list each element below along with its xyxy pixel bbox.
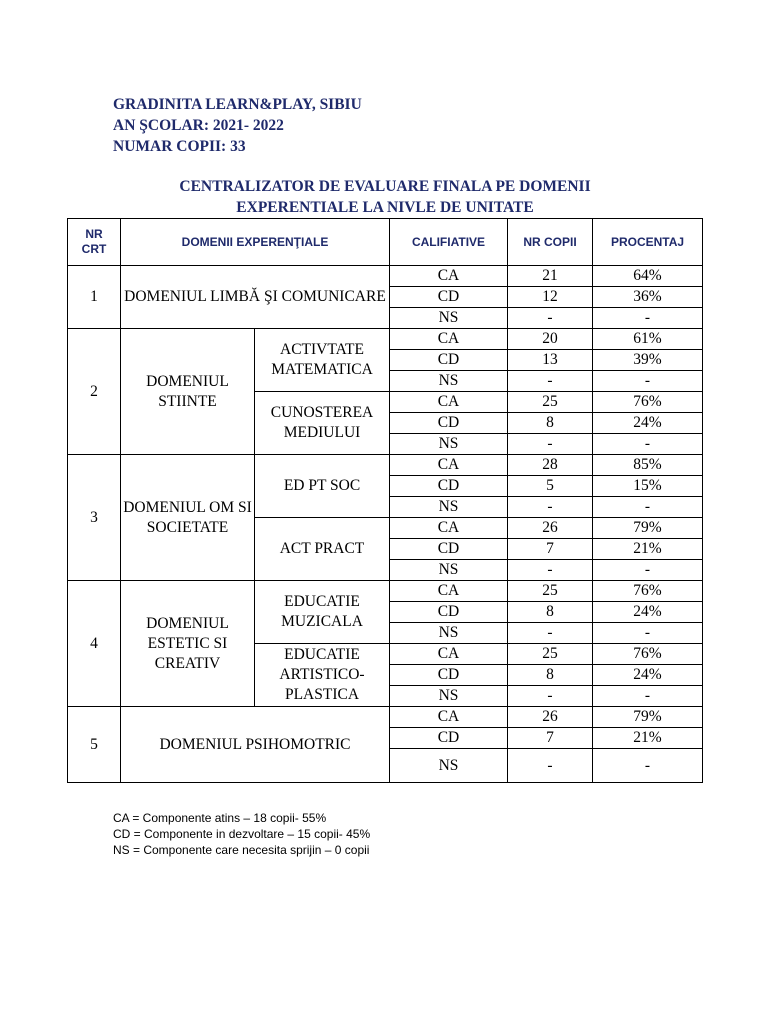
procentaj-cell: - <box>593 497 703 518</box>
procentaj-cell: 79% <box>593 518 703 539</box>
calificativ-cell: CD <box>390 413 508 434</box>
nr-copii-cell: 8 <box>508 665 593 686</box>
header-procentaj: PROCENTAJ <box>593 219 703 266</box>
calificativ-cell: NS <box>390 749 508 783</box>
calificativ-cell: NS <box>390 434 508 455</box>
title-line-2: EXPERENTIALE LA NIVLE DE UNITATE <box>236 199 534 216</box>
procentaj-cell: 21% <box>593 539 703 560</box>
procentaj-cell: 24% <box>593 413 703 434</box>
nr-copii-cell: - <box>508 749 593 783</box>
calificativ-cell: NS <box>390 308 508 329</box>
calificativ-cell: CD <box>390 287 508 308</box>
procentaj-cell: 39% <box>593 350 703 371</box>
procentaj-cell: - <box>593 749 703 783</box>
nr-copii-cell: 21 <box>508 266 593 287</box>
procentaj-cell: 21% <box>593 728 703 749</box>
nr-copii-cell: 25 <box>508 581 593 602</box>
calificativ-cell: NS <box>390 560 508 581</box>
document-title <box>68 176 702 218</box>
legend-ns: NS = Componente care necesita sprijin – 0 copii <box>113 843 370 857</box>
subdomain-name: ED PT SOC <box>255 455 390 518</box>
table-row <box>68 581 703 602</box>
calificativ-cell: CD <box>390 476 508 497</box>
domain-number: 1 <box>68 266 121 329</box>
subdomain-name: EDUCATIE MUZICALA <box>255 581 390 644</box>
procentaj-cell: 76% <box>593 392 703 413</box>
domain-name: DOMENIUL STIINTE <box>121 329 255 455</box>
header-domenii: DOMENII EXPERENŢIALE <box>121 219 390 266</box>
calificativ-cell: CD <box>390 602 508 623</box>
nr-copii-cell: 5 <box>508 476 593 497</box>
procentaj-cell: - <box>593 371 703 392</box>
nr-copii-cell: - <box>508 497 593 518</box>
procentaj-cell: 15% <box>593 476 703 497</box>
header-calificative: CALIFIATIVE <box>390 219 508 266</box>
calificativ-cell: CA <box>390 707 508 728</box>
procentaj-cell: 24% <box>593 602 703 623</box>
nr-copii-cell: 28 <box>508 455 593 476</box>
procentaj-cell: - <box>593 623 703 644</box>
procentaj-cell: 76% <box>593 581 703 602</box>
procentaj-cell: 36% <box>593 287 703 308</box>
table-row <box>68 707 703 728</box>
calificativ-cell: CA <box>390 455 508 476</box>
calificativ-cell: CD <box>390 539 508 560</box>
calificativ-cell: CA <box>390 266 508 287</box>
nr-copii-cell: - <box>508 560 593 581</box>
nr-copii-cell: 8 <box>508 413 593 434</box>
subdomain-name: ACTIVTATE MATEMATICA <box>255 329 390 392</box>
procentaj-cell: 61% <box>593 329 703 350</box>
calificativ-cell: NS <box>390 623 508 644</box>
legend-cd: CD = Componente in dezvoltare – 15 copii- 45% <box>113 827 371 841</box>
subdomain-name: ACT PRACT <box>255 518 390 581</box>
procentaj-cell: - <box>593 686 703 707</box>
children-count: NUMAR COPII: 33 <box>113 138 246 155</box>
table-row <box>68 455 703 476</box>
table-row <box>68 266 703 287</box>
procentaj-cell: 64% <box>593 266 703 287</box>
domain-name: DOMENIUL LIMBĂ ŞI COMUNICARE <box>121 266 390 329</box>
header-nr-copii: NR COPII <box>508 219 593 266</box>
header-nr-crt: NR CRT <box>68 219 121 266</box>
nr-copii-cell: 8 <box>508 602 593 623</box>
school-name: GRADINITA LEARN&PLAY, SIBIU <box>113 96 362 113</box>
procentaj-cell: - <box>593 434 703 455</box>
procentaj-cell: 79% <box>593 707 703 728</box>
nr-copii-cell: 13 <box>508 350 593 371</box>
nr-copii-cell: 12 <box>508 287 593 308</box>
procentaj-cell: 76% <box>593 644 703 665</box>
domain-name: DOMENIUL OM SI SOCIETATE <box>121 455 255 581</box>
nr-copii-cell: 20 <box>508 329 593 350</box>
calificativ-cell: CD <box>390 350 508 371</box>
calificativ-cell: CA <box>390 329 508 350</box>
calificativ-cell: NS <box>390 497 508 518</box>
legend <box>113 810 370 858</box>
nr-copii-cell: 25 <box>508 644 593 665</box>
school-header <box>113 94 362 157</box>
nr-copii-cell: - <box>508 371 593 392</box>
domain-number: 5 <box>68 707 121 783</box>
calificativ-cell: CA <box>390 644 508 665</box>
nr-copii-cell: 25 <box>508 392 593 413</box>
nr-copii-cell: - <box>508 308 593 329</box>
procentaj-cell: - <box>593 308 703 329</box>
domain-number: 2 <box>68 329 121 455</box>
subdomain-name: EDUCATIE ARTISTICO-PLASTICA <box>255 644 390 707</box>
nr-copii-cell: - <box>508 434 593 455</box>
evaluation-table <box>67 218 703 783</box>
table-row <box>68 329 703 350</box>
nr-copii-cell: 7 <box>508 728 593 749</box>
school-year: AN ŞCOLAR: 2021- 2022 <box>113 117 284 134</box>
calificativ-cell: NS <box>390 686 508 707</box>
procentaj-cell: 24% <box>593 665 703 686</box>
table-body <box>68 266 703 783</box>
calificativ-cell: CA <box>390 392 508 413</box>
nr-copii-cell: 26 <box>508 518 593 539</box>
calificativ-cell: CA <box>390 518 508 539</box>
table-header-row <box>68 219 703 266</box>
nr-copii-cell: - <box>508 623 593 644</box>
domain-name: DOMENIUL ESTETIC SI CREATIV <box>121 581 255 707</box>
legend-ca: CA = Componente atins – 18 copii- 55% <box>113 811 327 825</box>
domain-number: 3 <box>68 455 121 581</box>
title-line-1: CENTRALIZATOR DE EVALUARE FINALA PE DOMENII <box>179 178 591 195</box>
calificativ-cell: CD <box>390 728 508 749</box>
calificativ-cell: CD <box>390 665 508 686</box>
calificativ-cell: NS <box>390 371 508 392</box>
procentaj-cell: - <box>593 560 703 581</box>
nr-copii-cell: - <box>508 686 593 707</box>
domain-name: DOMENIUL PSIHOMOTRIC <box>121 707 390 783</box>
subdomain-name: CUNOSTEREA MEDIULUI <box>255 392 390 455</box>
domain-number: 4 <box>68 581 121 707</box>
nr-copii-cell: 7 <box>508 539 593 560</box>
calificativ-cell: CA <box>390 581 508 602</box>
nr-copii-cell: 26 <box>508 707 593 728</box>
procentaj-cell: 85% <box>593 455 703 476</box>
